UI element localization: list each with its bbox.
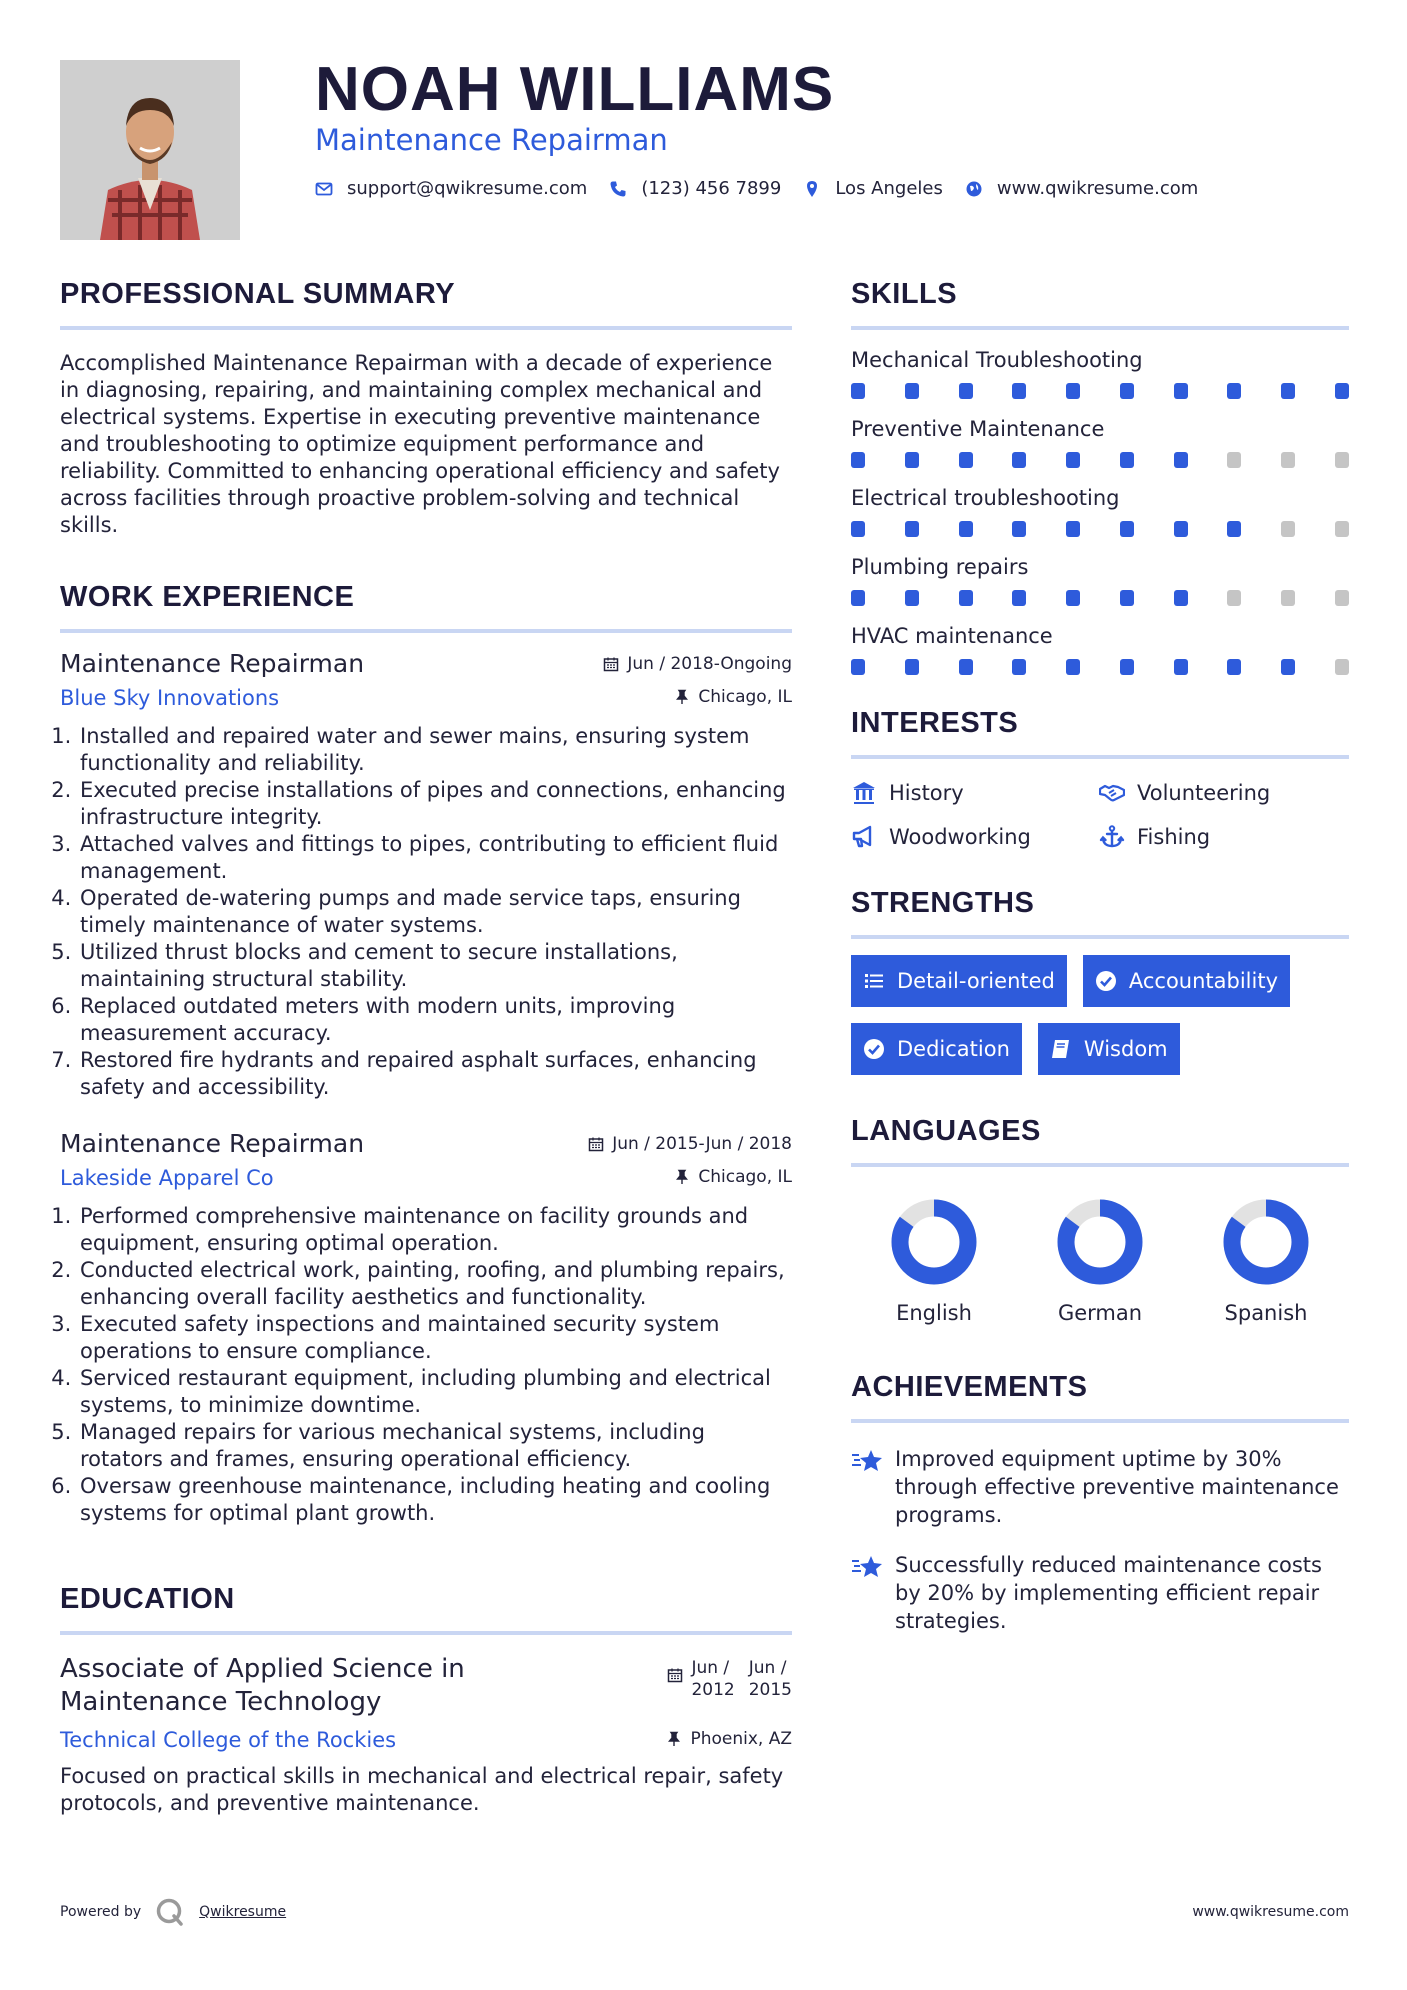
rating-dot: [1066, 452, 1080, 468]
map-pin-icon: [803, 180, 821, 198]
rating-dot: [1012, 383, 1026, 399]
interests-section: [851, 701, 1349, 849]
location-text: Los Angeles: [835, 178, 943, 199]
rating-dot: [1012, 590, 1026, 606]
footer-url[interactable]: www.qwikresume.com: [1192, 1904, 1349, 1920]
skill-rating: [851, 521, 1349, 537]
phone-icon: [609, 180, 627, 198]
strength-badge: Dedication: [851, 1023, 1022, 1075]
rating-dot: [851, 590, 865, 606]
qwikresume-logo-icon: [155, 1897, 185, 1927]
education-heading: EDUCATION: [60, 1577, 792, 1635]
rating-dot: [1066, 521, 1080, 537]
job-position: Maintenance Repairman: [60, 649, 365, 678]
achievement-item: Successfully reduced maintenance costs by 20% by implementing efficient repair strategies.: [851, 1551, 1349, 1635]
rating-dot: [851, 452, 865, 468]
check-circle-icon: [1095, 970, 1117, 992]
interests-heading: INTERESTS: [851, 701, 1349, 759]
rating-dot: [1174, 452, 1188, 468]
shooting-star-icon: [851, 1553, 885, 1581]
list-item: 5. Utilized thrust blocks and cement to secure installations, maintaining structural stability.: [78, 939, 792, 993]
skill-item: [851, 415, 1349, 468]
rating-dot: [1066, 659, 1080, 675]
contact-website[interactable]: [965, 178, 1198, 199]
language-gauge: [1055, 1197, 1145, 1287]
job-location: Chicago, IL: [674, 687, 792, 707]
anchor-icon: [1099, 825, 1125, 849]
strength-badge: Wisdom: [1038, 1023, 1180, 1075]
skill-rating: [851, 383, 1349, 399]
rating-dot: [1012, 452, 1026, 468]
achievement-item: Improved equipment uptime by 30% through effective preventive maintenance programs.: [851, 1445, 1349, 1529]
job-entry: [60, 647, 792, 1101]
interest-item: History: [851, 781, 1099, 805]
summary-text: Accomplished Maintenance Repairman with a decade of experience in diagnosing, repairing, and maintaining complex mechanical and electrical systems. Expertise in executing preventive maintenance and troubleshooting to optimize equipment performance and reliability. Committed to enhancing operational efficiency and safety across facilities through proactive problem-solving and technical skills.: [60, 351, 780, 537]
skill-label: HVAC maintenance: [851, 624, 1053, 648]
skill-rating: [851, 659, 1349, 675]
language-label: German: [1057, 1301, 1143, 1325]
check-circle-icon: [863, 1038, 885, 1060]
rating-dot: [1281, 452, 1295, 468]
contact-phone[interactable]: [609, 178, 781, 199]
pushpin-icon: [674, 689, 690, 705]
pushpin-icon: [674, 1169, 690, 1185]
skills-section: [851, 272, 1349, 675]
candidate-name: NOAH WILLIAMS: [315, 55, 835, 124]
list-item: 1. Installed and repaired water and sewer mains, ensuring system functionality and reliability.: [78, 723, 792, 777]
rating-dot: [905, 383, 919, 399]
rating-dot: [959, 452, 973, 468]
job-duties: [60, 1203, 792, 1527]
profile-photo: [60, 60, 240, 240]
rating-dot: [1120, 590, 1134, 606]
rating-dot: [959, 659, 973, 675]
job-company: Blue Sky Innovations: [60, 686, 280, 710]
list-item: 2. Executed precise installations of pipes and connections, enhancing infrastructure integrity.: [78, 777, 792, 831]
rating-dot: [1281, 659, 1295, 675]
skill-item: [851, 484, 1349, 537]
list-item: 5. Managed repairs for various mechanical systems, including rotators and frames, ensuring operational efficiency.: [78, 1419, 792, 1473]
interest-item: Volunteering: [1099, 781, 1349, 805]
rating-dot: [1227, 452, 1241, 468]
rating-dot: [1227, 521, 1241, 537]
list-item: 3. Executed safety inspections and maintained security system operations to ensure compliance.: [78, 1311, 792, 1365]
pushpin-icon: [666, 1731, 682, 1747]
rating-dot: [851, 659, 865, 675]
education-section: [60, 1577, 792, 1817]
language-item: [851, 1197, 1017, 1325]
list-item: 3. Attached valves and fittings to pipes, contributing to efficient fluid management.: [78, 831, 792, 885]
calendar-icon: [667, 1667, 683, 1683]
skill-item: [851, 553, 1349, 606]
rating-dot: [1227, 659, 1241, 675]
skill-item: [851, 622, 1349, 675]
calendar-icon: [588, 1136, 604, 1152]
degree-title: Associate of Applied Science in Maintenance Technology: [60, 1654, 465, 1717]
language-gauge: [889, 1197, 979, 1287]
rating-dot: [1174, 383, 1188, 399]
rating-dot: [1335, 452, 1349, 468]
list-item: 1. Performed comprehensive maintenance on facility grounds and equipment, ensuring optimal operation.: [78, 1203, 792, 1257]
achievements-section: [851, 1365, 1349, 1635]
language-label: Spanish: [1224, 1301, 1308, 1325]
contact-location: [803, 178, 943, 199]
footer: [60, 1897, 1349, 1927]
strengths-section: [851, 881, 1349, 1091]
job-position: Maintenance Repairman: [60, 1129, 365, 1158]
strengths-heading: STRENGTHS: [851, 881, 1349, 939]
education-description: Focused on practical skills in mechanical and electrical repair, safety protocols, and preventive maintenance.: [60, 1764, 784, 1815]
rating-dot: [1174, 659, 1188, 675]
list-item: 2. Conducted electrical work, painting, roofing, and plumbing repairs, enhancing overall facility aesthetics and functionality.: [78, 1257, 792, 1311]
language-item: [1017, 1197, 1183, 1325]
list-item: 4. Operated de-watering pumps and made service taps, ensuring timely maintenance of water systems.: [78, 885, 792, 939]
rating-dot: [1066, 590, 1080, 606]
rating-dot: [905, 590, 919, 606]
job-company: Lakeside Apparel Co: [60, 1166, 274, 1190]
contact-email[interactable]: [315, 178, 587, 199]
summary-section: [60, 272, 792, 539]
job-entry: [60, 1127, 792, 1527]
rating-dot: [1227, 590, 1241, 606]
skill-label: Mechanical Troubleshooting: [851, 348, 1143, 372]
rating-dot: [1120, 521, 1134, 537]
skill-rating: [851, 590, 1349, 606]
rating-dot: [959, 383, 973, 399]
languages-heading: LANGUAGES: [851, 1109, 1349, 1167]
start-date: Jun / 2012: [691, 1658, 735, 1700]
languages-section: [851, 1109, 1349, 1325]
phone-text: (123) 456 7899: [641, 178, 782, 199]
rating-dot: [1335, 383, 1349, 399]
rating-dot: [1066, 383, 1080, 399]
skills-heading: SKILLS: [851, 272, 1349, 330]
interest-item: Fishing: [1099, 825, 1349, 849]
education-dates: [667, 1657, 792, 1719]
job-duties: [60, 723, 792, 1101]
megaphone-icon: [851, 825, 877, 849]
rating-dot: [1335, 659, 1349, 675]
skill-rating: [851, 452, 1349, 468]
job-dates: Jun / 2015-Jun / 2018: [588, 1134, 792, 1154]
rating-dot: [905, 659, 919, 675]
rating-dot: [1281, 590, 1295, 606]
list-item: 6. Oversaw greenhouse maintenance, including heating and cooling systems for optimal plant growth.: [78, 1473, 792, 1527]
email-text: support@qwikresume.com: [347, 178, 588, 199]
book-icon: [1050, 1038, 1072, 1060]
rating-dot: [1227, 383, 1241, 399]
rating-dot: [1120, 383, 1134, 399]
achievements-heading: ACHIEVEMENTS: [851, 1365, 1349, 1423]
list-item: 6. Replaced outdated meters with modern units, improving measurement accuracy.: [78, 993, 792, 1047]
job-title: Maintenance Repairman: [315, 123, 668, 157]
language-item: [1183, 1197, 1349, 1325]
school-location: Phoenix, AZ: [666, 1729, 792, 1749]
powered-by: Powered by Qwikresume: [60, 1897, 286, 1927]
rating-dot: [1335, 521, 1349, 537]
contact-bar: [315, 178, 1220, 199]
list-item: 4. Serviced restaurant equipment, including plumbing and electrical systems, to minimize downtime.: [78, 1365, 792, 1419]
strength-badge: Accountability: [1083, 955, 1290, 1007]
rating-dot: [905, 521, 919, 537]
calendar-icon: [603, 656, 619, 672]
skill-label: Electrical troubleshooting: [851, 486, 1120, 510]
skill-item: [851, 346, 1349, 399]
museum-icon: [851, 781, 877, 805]
rating-dot: [1174, 521, 1188, 537]
rating-dot: [905, 452, 919, 468]
skills-list: [851, 346, 1349, 675]
rating-dot: [1281, 521, 1295, 537]
rating-dot: [959, 521, 973, 537]
rating-dot: [1174, 590, 1188, 606]
end-date: Jun / 2015: [748, 1658, 792, 1700]
rating-dot: [1012, 659, 1026, 675]
skill-label: Plumbing repairs: [851, 555, 1029, 579]
school-name: Technical College of the Rockies: [60, 1728, 397, 1752]
rating-dot: [851, 383, 865, 399]
language-gauge: [1221, 1197, 1311, 1287]
skill-label: Preventive Maintenance: [851, 417, 1105, 441]
rating-dot: [959, 590, 973, 606]
job-location: Chicago, IL: [674, 1167, 792, 1187]
language-label: English: [896, 1301, 972, 1325]
rating-dot: [1281, 383, 1295, 399]
website-text: www.qwikresume.com: [996, 178, 1199, 199]
handshake-icon: [1099, 781, 1125, 805]
rating-dot: [1012, 521, 1026, 537]
languages-list: [851, 1197, 1349, 1325]
summary-heading: PROFESSIONAL SUMMARY: [60, 272, 792, 330]
shooting-star-icon: [851, 1447, 885, 1475]
envelope-icon: [315, 180, 333, 198]
brand-link[interactable]: Qwikresume: [199, 1904, 287, 1920]
left-column: [60, 272, 792, 1817]
rating-dot: [1335, 590, 1349, 606]
strength-badge: Detail-oriented: [851, 955, 1067, 1007]
rating-dot: [1120, 452, 1134, 468]
right-column: [851, 272, 1349, 1635]
list-item: 7. Restored fire hydrants and repaired asphalt surfaces, enhancing safety and accessibility.: [78, 1047, 792, 1101]
experience-heading: WORK EXPERIENCE: [60, 575, 792, 633]
rating-dot: [851, 521, 865, 537]
job-dates: Jun / 2018-Ongoing: [603, 654, 792, 674]
experience-section: [60, 575, 792, 1527]
interest-item: Woodworking: [851, 825, 1099, 849]
rating-dot: [1120, 659, 1134, 675]
list-icon: [863, 970, 885, 992]
globe-icon: [965, 180, 983, 198]
